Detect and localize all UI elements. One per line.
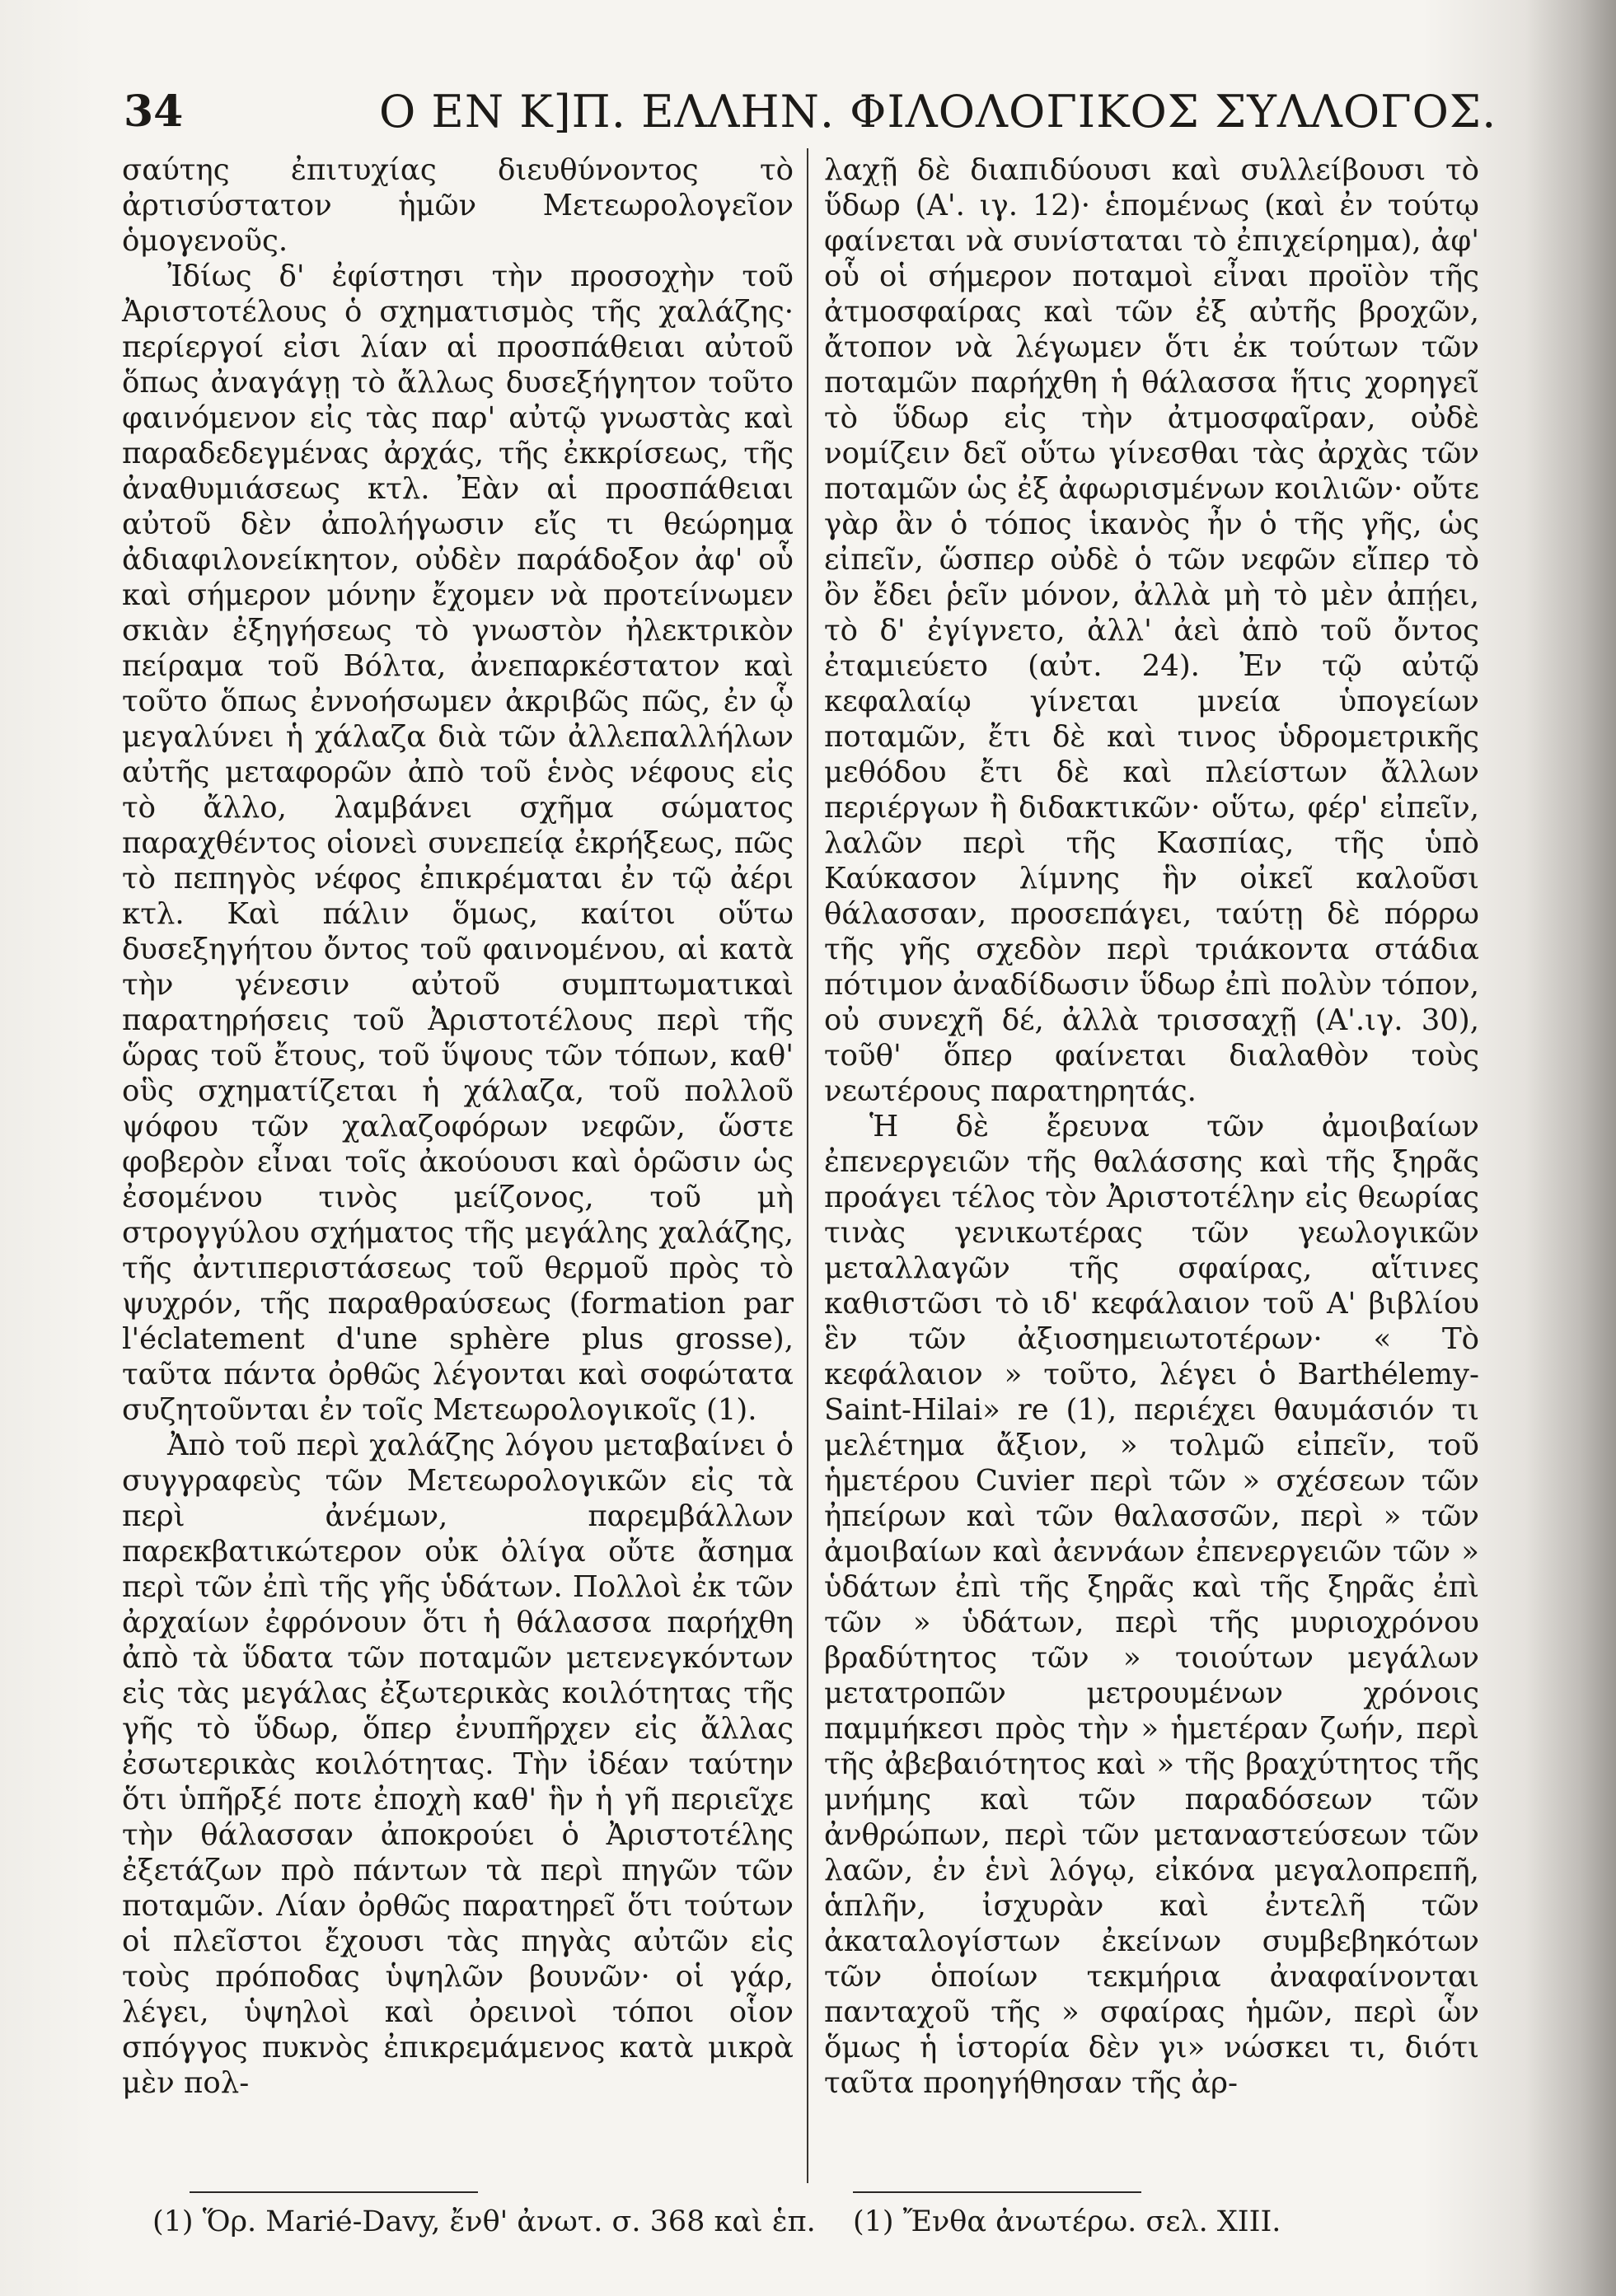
footnote-right: (1) Ἔνθα ἀνωτέρω. σελ. XIII.	[853, 2205, 1281, 2238]
running-title: Ο ΕΝ Κ]Π. ΕΛΛΗΝ. ΦΙΛΟΛΟΓΙΚΟΣ ΣΥΛΛΟΓΟΣ.	[379, 85, 1497, 138]
right-column	[824, 152, 1479, 2101]
left-paragraph-3: Ἀπὸ τοῦ περὶ χαλάζης λόγου μεταβαίνει ὁ συγγραφεὺς τῶν Μετεωρολογικῶν εἰς τὰ περὶ ἀνέμων, παρεμβάλλων παρεκβατικώτερον οὐκ ὀλίγα οὔτε ἄσημα περὶ τῶν ἐπὶ τῆς γῆς ὑδάτων. Πολλοὶ ἐκ τῶν ἀρχαίων ἐφρόνουν ὅτι ἡ θάλασσα παρήχθη ἀπὸ τὰ ὕδατα τῶν ποταμῶν μετενεγκόντων εἰς τὰς μεγάλας ἐξωτερικὰς κοιλότητας τῆς γῆς τὸ ὕδωρ, ὅπερ ἐνυπῆρχεν εἰς ἄλλας ἐσωτερικὰς κοιλότητας. Τὴν ἰδέαν ταύτην ὅτι ὑπῆρξέ ποτε ἐποχὴ καθ' ἣν ἡ γῆ περιεῖχε τὴν θάλασσαν ἀποκρούει ὁ Ἀριστοτέλης ἐξετάζων πρὸ πάντων τὰ περὶ πηγῶν τῶν ποταμῶν. Λίαν ὀρθῶς παρατηρεῖ ὅτι τούτων οἱ πλεῖστοι ἔχουσι τὰς πηγὰς αὐτῶν εἰς τοὺς πρόποδας ὑψηλῶν βουνῶν· οἱ γάρ, λέγει, ὑψηλοὶ καὶ ὀρεινοὶ τόποι οἷον σπόγγος πυκνὸς ἐπικρεμάμενος κατὰ μικρὰ μὲν πολ-	[122, 1429, 794, 2100]
page-header	[124, 66, 1525, 157]
right-paragraph-1: λαχῇ δὲ διαπιδύουσι καὶ συλλείβουσι τὸ ὕδωρ (Α'. ιγ. 12)· ἑπομένως (καὶ ἐν τούτῳ φαίνεται νὰ συνίσταται τὸ ἐπιχείρημα), ἀφ' οὗ οἱ σήμερον ποταμοὶ εἶναι προϊὸν τῆς ἀτμοσφαίρας καὶ τῶν ἐξ αὐτῆς βροχῶν, ἄτοπον νὰ λέγωμεν ὅτι ἐκ τούτων τῶν ποταμῶν παρήχθη ἡ θάλασσα ἥτις χορηγεῖ τὸ ὕδωρ εἰς τὴν ἀτμοσφαῖραν, οὐδὲ νομίζειν δεῖ οὕτω γίνεσθαι τὰς ἀρχὰς τῶν ποταμῶν ὡς ἐξ ἀφωρισμένων κοιλιῶν· οὔτε γὰρ ἂν ὁ τόπος ἱκανὸς ἦν ὁ τῆς γῆς, ὡς εἰπεῖν, ὥσπερ οὐδὲ ὁ τῶν νεφῶν εἴπερ τὸ ὂν ἔδει ῥεῖν μόνον, ἀλλὰ μὴ τὸ μὲν ἀπῄει, τὸ δ' ἐγίγνετο, ἀλλ' ἀεὶ ἀπὸ τοῦ ὄντος ἐταμιεύετο (αὐτ. 24). Ἐν τῷ αὐτῷ κεφαλαίῳ γίνεται μνεία ὑπογείων ποταμῶν, ἔτι δὲ καὶ τινος ὑδρομετρικῆς μεθόδου ἔτι δὲ καὶ πλείστων ἄλλων περιέργων ἢ διδακτικῶν· οὕτω, φέρ' εἰπεῖν, λαλῶν περὶ τῆς Κασπίας, τῆς ὑπὸ Καύκασον λίμνης ἣν οἰκεῖ καλοῦσι θάλασσαν, προσεπάγει, ταύτῃ δὲ πόρρω τῆς γῆς σχεδὸν περὶ τριάκοντα στάδια πότιμον ἀναδίδωσιν ὕδωρ ἐπὶ πολὺν τόπον, οὐ συνεχῆ δέ, ἀλλὰ τρισσαχῇ (Α'.ιγ. 30), τοῦθ' ὅπερ φαίνεται διαλαθὸν τοὺς νεωτέρους παρατηρητάς.	[824, 153, 1479, 1108]
left-paragraph-2: Ἰδίως δ' ἐφίστησι τὴν προσοχὴν τοῦ Ἀριστοτέλους ὁ σχηματισμὸς τῆς χαλάζης· περίεργοί εἰσι λίαν αἱ προσπάθειαι αὐτοῦ ὅπως ἀναγάγῃ τὸ ἄλλως δυσεξήγητον τοῦτο φαινόμενον εἰς τὰς παρ' αὐτῷ γνωστὰς καὶ παραδεδεγμένας ἀρχάς, τῆς ἐκκρίσεως, τῆς ἀναθυμιάσεως κτλ. Ἐὰν αἱ προσπάθειαι αὐτοῦ δὲν ἀπολήγωσιν εἴς τι θεώρημα ἀδιαφιλονείκητον, οὐδὲν παράδοξον ἀφ' οὗ καὶ σήμερον μόνην ἔχομεν νὰ προτείνωμεν σκιὰν ἐξηγήσεως τὸ γνωστὸν ἠλεκτρικὸν πείραμα τοῦ Βόλτα, ἀνεπαρκέστατον καὶ τοῦτο ὅπως ἐννοήσωμεν ἀκριβῶς πῶς, ἐν ᾧ μεγαλύνει ἡ χάλαζα διὰ τῶν ἀλλεπαλλήλων αὐτῆς μεταφορῶν ἀπὸ τοῦ ἑνὸς νέφους εἰς τὸ ἄλλο, λαμβάνει σχῆμα σώματος παραχθέντος οἱονεὶ συνεπείᾳ ἐκρήξεως, πῶς τὸ πεπηγὸς νέφος ἐπικρέμαται ἐν τῷ ἀέρι κτλ. Καὶ πάλιν ὅμως, καίτοι οὕτω δυσεξηγήτου ὄντος τοῦ φαινομένου, αἱ κατὰ τὴν γένεσιν αὐτοῦ συμπτωματικαὶ παρατηρήσεις τοῦ Ἀριστοτέλους περὶ τῆς ὥρας τοῦ ἔτους, τοῦ ὕψους τῶν τόπων, καθ' οὓς σχηματίζεται ἡ χάλαζα, τοῦ πολλοῦ ψόφου τῶν χαλαζοφόρων νεφῶν, ὥστε φοβερὸν εἶναι τοῖς ἀκούουσι καὶ ὁρῶσιν ὡς ἐσομένου τινὸς μείζονος, τοῦ μὴ στρογγύλου σχήματος τῆς μεγάλης χαλάζης, τῆς ἀντιπεριστάσεως τοῦ θερμοῦ πρὸς τὸ ψυχρόν, τῆς παραθραύσεως (formation par l'éclatement d'une sphère plus grosse), ταῦτα πάντα ὀρθῶς λέγονται καὶ σοφώτατα συζητοῦνται ἐν τοῖς Μετεωρολογικοῖς (1).	[122, 260, 794, 1427]
page-number: 34	[124, 86, 184, 137]
left-column	[122, 152, 794, 2101]
footnote-rule-right	[853, 2191, 1141, 2193]
column-divider	[807, 148, 808, 2183]
footnote-left: (1) Ὅρ. Marié-Davy, ἔνθ' ἀνωτ. σ. 368 καὶ ἑπ.	[152, 2205, 816, 2238]
footnote-rule-left	[190, 2191, 478, 2193]
left-paragraph-1: σαύτης ἐπιτυχίας διευθύνοντος τὸ ἀρτισύστατον ἡμῶν Μετεωρολογεῖον ὁμογενοῦς.	[122, 153, 794, 258]
page-edge-shadow	[1525, 0, 1616, 2296]
right-paragraph-2: Ἡ δὲ ἔρευνα τῶν ἀμοιβαίων ἐπενεργειῶν τῆς θαλάσσης καὶ τῆς ξηρᾶς προάγει τέλος τὸν Ἀριστοτέλην εἰς θεωρίας τινὰς γενικωτέρας τῶν γεωλογικῶν μεταλλαγῶν τῆς σφαίρας, αἵτινες καθιστῶσι τὸ ιδ' κεφάλαιον τοῦ Α' βιβλίου ἓν τῶν ἀξιοσημειωτοτέρων· « Τὸ κεφάλαιον » τοῦτο, λέγει ὁ Barthélemy-Saint-Hilai» re (1), περιέχει θαυμάσιόν τι μελέτημα ἄξιον, » τολμῶ εἰπεῖν, τοῦ ἡμετέρου Cuvier περὶ τῶν » σχέσεων τῶν ἠπείρων καὶ τῶν θαλασσῶν, περὶ » τῶν ἀμοιβαίων καὶ ἀεννάων ἐπενεργειῶν τῶν » ὑδάτων ἐπὶ τῆς ξηρᾶς καὶ τῆς ξηρᾶς ἐπὶ τῶν » ὑδάτων, περὶ τῆς μυριοχρόνου βραδύτητος τῶν » τοιούτων μεγάλων μετατροπῶν μετρουμένων χρόνοις παμμήκεσι πρὸς τὴν » ἡμετέραν ζωήν, περὶ τῆς ἀβεβαιότητος καὶ » τῆς βραχύτητος τῆς μνήμης καὶ τῶν παραδόσεων τῶν ἀνθρώπων, περὶ τῶν μεταναστεύσεων τῶν λαῶν, ἐν ἑνὶ λόγῳ, εἰκόνα μεγαλοπρεπῆ, ἁπλῆν, ἰσχυρὰν καὶ ἐντελῆ τῶν ἀκαταλογίστων ἐκείνων συμβεβηκότων τῶν ὁποίων τεκμήρια ἀναφαίνονται πανταχοῦ τῆς » σφαίρας ἡμῶν, περὶ ὧν ὅμως ἡ ἱστορία δὲν γι» νώσκει τι, διότι ταῦτα προηγήθησαν τῆς ἀρ-	[824, 1110, 1479, 2100]
